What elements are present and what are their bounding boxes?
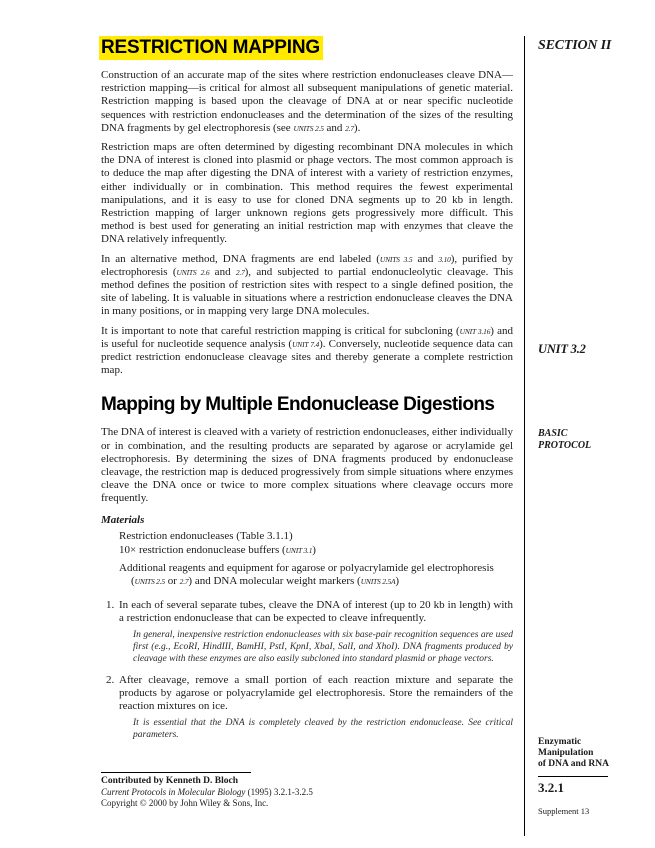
- intro-paragraph-2: [101, 141, 513, 247]
- unit-reference: UNITS 2.5: [293, 123, 324, 133]
- text-run: ) and DNA molecular weight markers (: [188, 575, 361, 588]
- unit-reference: UNITS 2.6: [176, 267, 210, 277]
- topic-line: Manipulation: [538, 748, 594, 758]
- unit-reference: UNITS 2.5A: [360, 577, 396, 587]
- text-run: It is important to note that careful restriction mapping is critical for subcloning (: [101, 324, 460, 337]
- text-run: In an alternative method, DNA fragments are end labeled (: [101, 252, 380, 265]
- intro-paragraph-3: [101, 253, 513, 319]
- text-run: Restriction endonucleases (Table 3.1.1): [119, 529, 293, 542]
- text-run: 10× restriction endonuclease buffers (: [119, 543, 286, 556]
- unit-reference: 2.7: [179, 577, 189, 587]
- topic-line: of DNA and RNA: [538, 759, 609, 769]
- unit-reference: UNITS 2.5: [134, 577, 165, 587]
- text-run: Additional reagents and equipment for agarose or polyacrylamide gel electrophoresis (: [119, 562, 494, 588]
- footer-rule: [101, 772, 251, 773]
- protocol-type-line: PROTOCOL: [538, 440, 592, 451]
- copyright-line: Copyright © 2000 by John Wiley & Sons, Inc.: [101, 798, 269, 808]
- unit-reference: UNIT 7.4: [292, 339, 320, 349]
- citation-journal: Current Protocols in Molecular Biology: [101, 787, 246, 797]
- intro-paragraph-1: [101, 69, 513, 135]
- text-run: and: [412, 252, 439, 265]
- materials-additional: [101, 562, 513, 588]
- page-number: 3.2.1: [538, 780, 564, 795]
- materials-heading: Materials: [101, 513, 145, 526]
- step-number: 1.: [106, 598, 115, 611]
- text-run: and: [323, 121, 346, 134]
- protocol-heading: Mapping by Multiple Endonuclease Digestions: [101, 394, 495, 416]
- materials-item-1: [101, 530, 513, 543]
- main-column: [101, 36, 513, 742]
- text-run: The DNA of interest is cleaved with a variety of restriction endonucleases, either individually or in combination, and the resulting products are separated by agarose or acrylamide gel electrophoresis. By determining the sizes of DNA fragments produced by endonuclease cleavage, the restriction map is deduced progressively from simple situations where enzymes cleave the DNA once or twice to more complex situations where cleavage occurs more frequently.: [101, 426, 513, 505]
- text-run: ).: [353, 121, 361, 134]
- text-run: ): [395, 575, 400, 588]
- text-run: or: [164, 575, 180, 588]
- text-run: ), and subjected to partial endonucleolytic cleavage. This method defines the position of restriction sites with respect to a single defined position, the site of labeling. It is valuable in situations where a restriction endonuclease cleaves the DNA in many positions, or in mapping very large DNA molecules.: [101, 265, 513, 318]
- text-run: ). Conversely, nucleotide sequence data can predict restriction endonuclease cleavage sites and thereby generate a complete restriction map.: [101, 337, 514, 377]
- title-banner: RESTRICTION MAPPING: [99, 36, 323, 60]
- topic-label: [538, 737, 648, 770]
- step-number: 2.: [106, 673, 115, 686]
- unit-reference: UNITS 3.5: [379, 254, 413, 264]
- protocol-description: [101, 426, 513, 505]
- text-run: ) and is useful for nucleotide sequence analysis (: [101, 324, 514, 350]
- unit-reference: UNIT 3.1: [285, 545, 313, 555]
- contributor-line: Contributed by Kenneth D. Bloch: [101, 776, 238, 786]
- step-1: [101, 599, 513, 625]
- step-text: In each of several separate tubes, cleave the DNA of interest (up to 20 kb in length) with a restriction endonuclease that can be expected to cleave infrequently.: [119, 598, 513, 624]
- text-run: Construction of an accurate map of the sites where restriction endonucleases cleave DNA—restriction mapping—is critical for almost all subsequent manipulations of genetic material. Restriction mapping is based upon the cleavage of DNA at or near specific nucleotide sequences with restriction endonucleases and the determination of the sizes of the resulting DNA fragments by gel electrophoresis (see: [101, 69, 513, 134]
- protocol-type-line: BASIC: [538, 428, 568, 439]
- side-footer-rule: [538, 776, 608, 777]
- citation-details: (1995) 3.2.1-3.2.5: [245, 787, 313, 797]
- step-text: After cleavage, remove a small portion of each reaction mixture and separate the products by agarose or polyacrylamide gel electrophoresis. Store the remainders of the reaction mixtures on ice.: [119, 673, 513, 712]
- page-footer: [101, 776, 401, 809]
- unit-reference: 3.10: [438, 254, 451, 264]
- unit-label: UNIT 3.2: [538, 342, 586, 356]
- step-2-note: It is essential that the DNA is completely cleaved by the restriction endonuclease. See critical parameters.: [133, 718, 513, 741]
- section-label: SECTION II: [538, 38, 612, 53]
- text-run: and: [209, 265, 236, 278]
- protocol-type-label: [538, 428, 648, 452]
- step-1-note: In general, inexpensive restriction endonucleases with six base-pair recognition sequences are used first (e.g., EcoRI, HindIII, BamHI, PstI, KpnI, XbaI, SalI, and XhoI). DNA fragments produced by cleavage with these enzymes are also easily subcloned into standard plasmid or phage vectors.: [133, 629, 513, 665]
- citation-line: [101, 787, 401, 798]
- unit-reference: 2.7: [235, 267, 245, 277]
- intro-paragraph-4: [101, 325, 513, 378]
- unit-reference: UNIT 3.16: [459, 326, 491, 336]
- step-2: [101, 674, 513, 714]
- topic-line: Enzymatic: [538, 737, 582, 747]
- materials-item-2: [101, 544, 513, 557]
- text-run: ): [312, 543, 316, 556]
- text-run: ), purified by electrophoresis (: [101, 252, 513, 278]
- unit-reference: 2.7: [345, 123, 354, 133]
- page-title: [101, 36, 513, 60]
- supplement-label: Supplement 13: [538, 806, 590, 816]
- text-run: Restriction maps are often determined by digesting recombinant DNA molecules in which the DNA of interest is cloned into plasmid or phage vectors. The most common approach is to deduce the map after digesting the DNA of interest with a variety of restriction enzymes, either individually or in combination. This method requires the fewest experimental manipulations, and it is easy to use for cloned DNA segments up to 20 kb in length. Restriction mapping of larger unknown regions gets progressively more difficult. This method is best used for generating an initial restriction map with enzymes that cleave the DNA relatively infrequently.: [101, 141, 513, 246]
- column-divider: [524, 36, 525, 836]
